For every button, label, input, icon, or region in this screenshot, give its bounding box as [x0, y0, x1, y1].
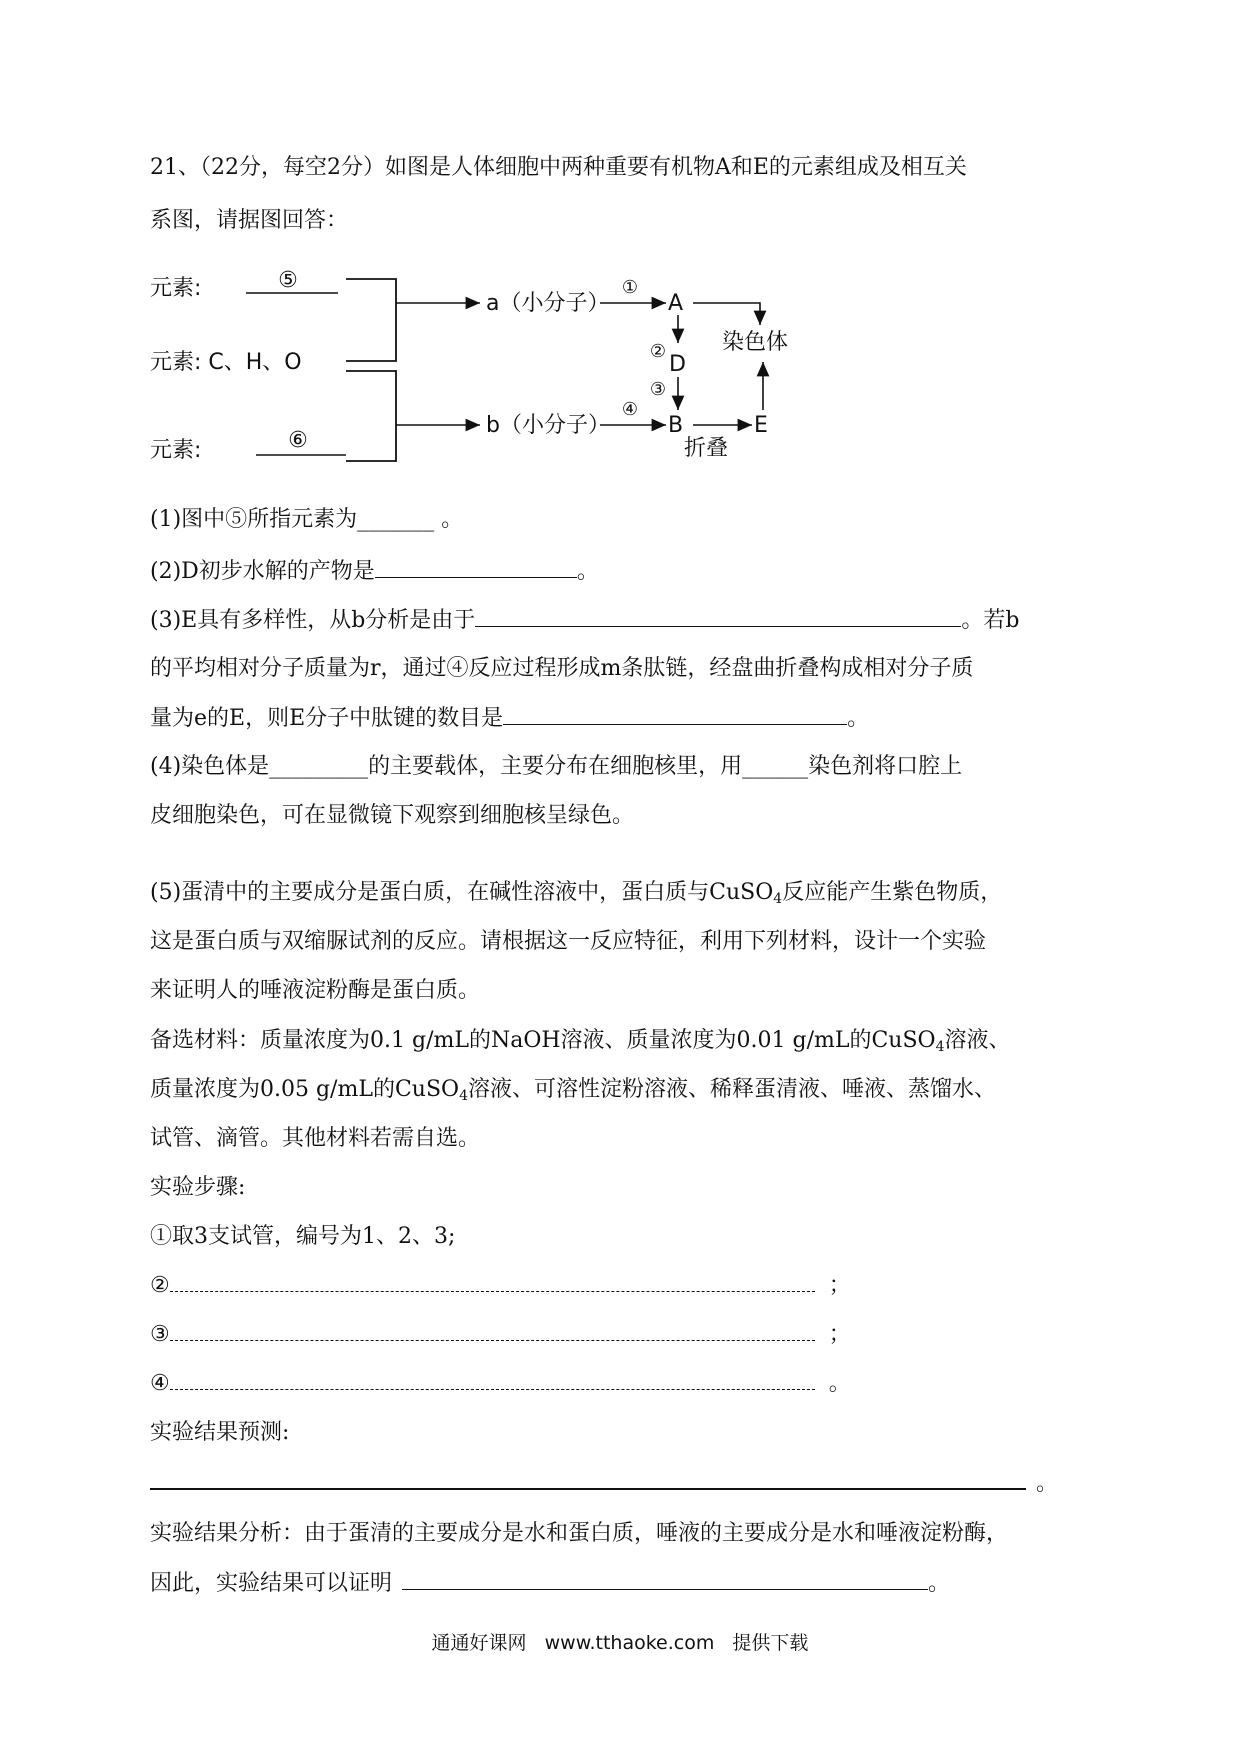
question-5-line1: [150, 877, 1002, 915]
question-3-line3-end: 。: [847, 706, 870, 731]
step-2-number: ②: [150, 1273, 170, 1298]
question-2-end: 。: [576, 559, 599, 584]
question-3-text: (3)E具有多样性，从b分析是由于: [150, 608, 476, 633]
analysis-text: 因此，实验结果可以证明: [150, 1571, 393, 1596]
question-header-line2: 系图，请据图回答：: [150, 208, 349, 233]
node-a: a（小分子）: [486, 291, 610, 316]
step3-mark: ③: [649, 379, 667, 400]
materials-text-d: 溶液、可溶性淀粉溶液、稀释蛋清液、唾液、蒸馏水、: [467, 1077, 996, 1102]
materials-line3: 试管、滴管。其他材料若需自选。: [150, 1126, 481, 1151]
answer-blank-prediction[interactable]: [150, 1466, 1026, 1490]
answer-blank-q2[interactable]: [375, 555, 577, 578]
question-2: [150, 555, 599, 588]
step-3-end: ；: [828, 1322, 851, 1347]
elem-top-mark: ⑤: [278, 268, 298, 293]
question-5-text: (5)蛋清中的主要成分是蛋白质，在碱性溶液中，蛋白质与CuSO: [150, 880, 774, 905]
footer-note: 提供下载: [732, 1632, 809, 1654]
step2-mark: ②: [649, 341, 667, 362]
prediction-title: 实验结果预测:: [150, 1420, 290, 1445]
subscript-4: 4: [935, 1039, 945, 1055]
step-2-end: ；: [828, 1273, 851, 1298]
steps-title: 实验步骤:: [150, 1175, 246, 1200]
node-B: B: [668, 413, 684, 438]
question-5-line2: 这是蛋白质与双缩脲试剂的反应。请根据这一反应特征，利用下列材料，设计一个实验: [150, 929, 987, 954]
subscript-4: 4: [773, 891, 783, 907]
answer-blank-q3a[interactable]: [475, 604, 961, 627]
node-chromosome: 染色体: [722, 330, 789, 355]
footer: [0, 1628, 1240, 1655]
answer-blank-step2[interactable]: [170, 1271, 815, 1292]
bracket-top: [346, 279, 396, 361]
materials-text-b: 溶液、: [944, 1028, 1011, 1053]
question-5-text-end: 反应能产生紫色物质，: [782, 880, 1003, 905]
node-b: b（小分子）: [486, 413, 610, 438]
question-5-line3: 来证明人的唾液淀粉酶是蛋白质。: [150, 978, 481, 1003]
prediction-end: 。: [1036, 1471, 1059, 1496]
answer-blank-q3b[interactable]: [503, 702, 847, 725]
subscript-4: 4: [459, 1088, 468, 1104]
footer-site: 通通好课网: [431, 1632, 527, 1654]
question-3-suffix: 。若b: [961, 608, 1020, 633]
materials-line2: [150, 1074, 996, 1112]
step-3-number: ③: [150, 1322, 170, 1347]
bracket-bottom: [346, 371, 396, 461]
question-1: (1)图中⑤所指元素为_______ 。: [150, 507, 464, 532]
arrow-A-to-chromosome: [693, 303, 760, 325]
materials-text-c: 质量浓度为0.05 g/mL的CuSO: [150, 1077, 460, 1102]
step-2: [150, 1270, 851, 1302]
element-relation-diagram: [148, 265, 908, 475]
analysis-line2: [150, 1567, 950, 1600]
step-3: [150, 1319, 851, 1351]
elem-bot-mark: ⑥: [288, 428, 308, 453]
step1-mark: ①: [621, 277, 639, 298]
answer-blank-step3[interactable]: [170, 1320, 815, 1341]
node-E: E: [754, 413, 768, 438]
materials-text-a: 备选材料：质量浓度为0.1 g/mL的NaOH溶液、质量浓度为0.01 g/mL的CuSO: [150, 1028, 936, 1053]
step-4: [150, 1368, 851, 1400]
answer-blank-analysis[interactable]: [402, 1567, 928, 1590]
question-3-line2: 的平均相对分子质量为r，通过④反应过程形成m条肽链，经盘曲折叠构成相对分子质: [150, 656, 974, 681]
answer-blank-step4[interactable]: [170, 1369, 815, 1390]
elem-mid-label: 元素: C、H、O: [150, 350, 302, 375]
fold-label: 折叠: [684, 436, 729, 461]
step-4-number: ④: [150, 1371, 170, 1396]
analysis-line1: 实验结果分析：由于蛋清的主要成分是水和蛋白质，唾液的主要成分是水和唾液淀粉酶，: [150, 1521, 1009, 1546]
question-4-line1: (4)染色体是_________的主要载体，主要分布在细胞核里，用______染色剂将口腔上: [150, 754, 963, 779]
question-header-line1: 21、（22分，每空2分）如图是人体细胞中两种重要有机物A和E的元素组成及相互关: [150, 155, 967, 180]
question-2-text: (2)D初步水解的产物是: [150, 559, 375, 584]
step-1: ①取3支试管，编号为1、2、3;: [150, 1224, 456, 1249]
footer-url[interactable]: www.tthaoke.com: [544, 1632, 715, 1654]
step4-mark: ④: [621, 399, 639, 420]
node-D: D: [669, 352, 686, 377]
question-3-line1: [150, 604, 1019, 637]
prediction-line: [150, 1466, 1058, 1500]
elem-bot-label: 元素:: [150, 438, 202, 463]
materials-line1: [150, 1025, 1011, 1063]
question-3-line3-text: 量为e的E，则E分子中肽键的数目是: [150, 706, 504, 731]
node-A: A: [668, 291, 684, 316]
question-4-line2: 皮细胞染色，可在显微镜下观察到细胞核呈绿色。: [150, 803, 635, 828]
question-3-line3: [150, 702, 869, 735]
step-4-end: 。: [828, 1371, 851, 1396]
elem-top-label: 元素:: [150, 276, 202, 301]
analysis-end: 。: [928, 1571, 951, 1596]
